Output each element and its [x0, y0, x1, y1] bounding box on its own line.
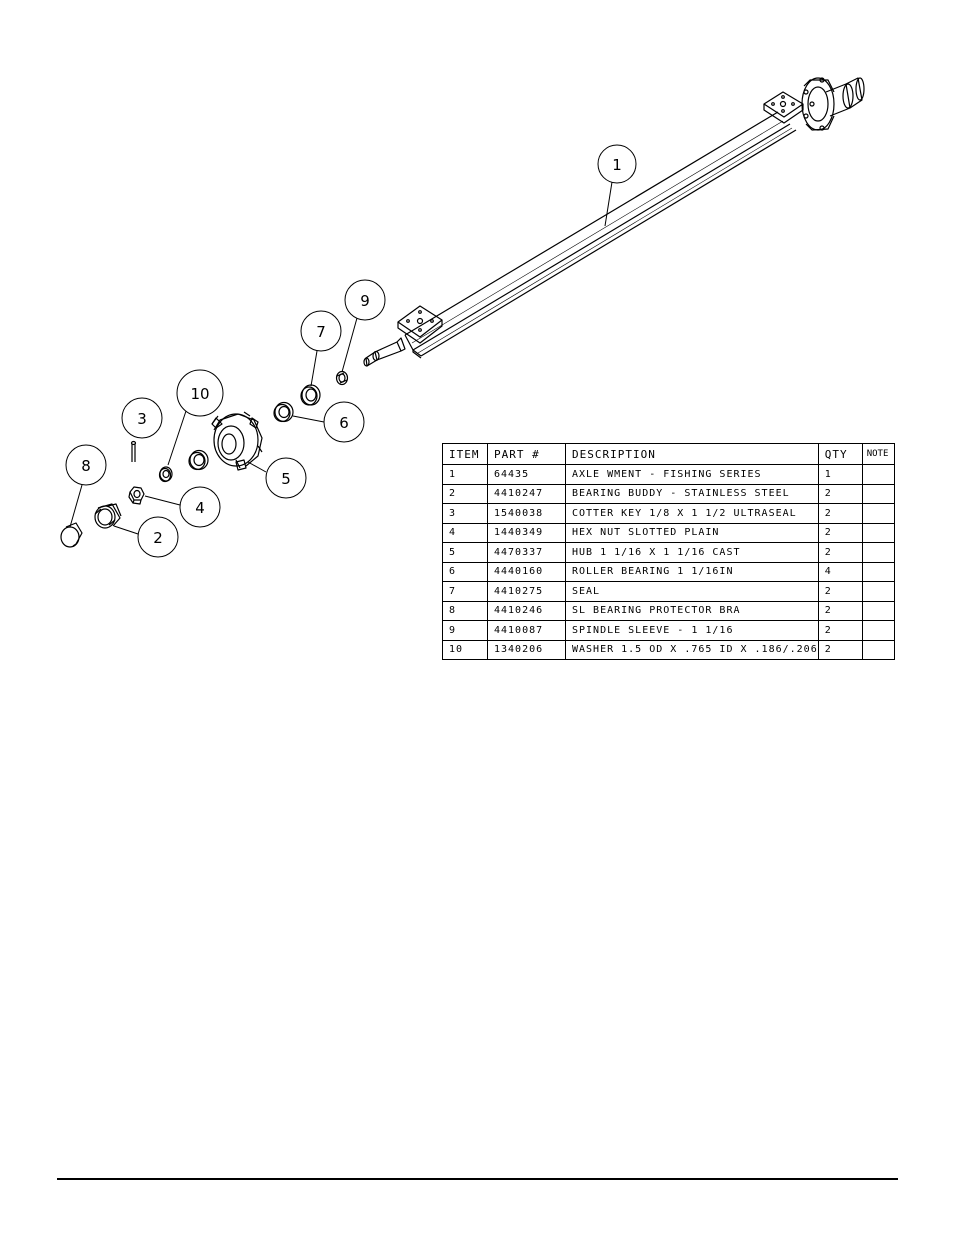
- bom-cell-qty: 2: [818, 504, 862, 524]
- washer-part: [160, 467, 173, 482]
- bom-cell-description: BEARING BUDDY - STAINLESS STEEL: [566, 484, 819, 504]
- bom-header-description: DESCRIPTION: [566, 444, 819, 465]
- balloon-7-label: 7: [316, 323, 326, 341]
- balloon-5: [248, 458, 306, 498]
- hex-nut-part: [129, 487, 144, 504]
- bom-cell-item: 1: [443, 465, 488, 485]
- bom-cell-description: HEX NUT SLOTTED PLAIN: [566, 523, 819, 543]
- bom-cell-description: AXLE WMENT - FISHING SERIES: [566, 465, 819, 485]
- bom-header-qty: QTY: [818, 444, 862, 465]
- left-spindle: [364, 338, 405, 366]
- axle-tube: [405, 112, 796, 358]
- bom-cell-item: 8: [443, 601, 488, 621]
- bom-cell-qty: 2: [818, 621, 862, 641]
- balloon-2-label: 2: [153, 529, 163, 547]
- balloon-5-label: 5: [281, 470, 291, 488]
- bom-cell-qty: 2: [818, 601, 862, 621]
- bom-cell-item: 4: [443, 523, 488, 543]
- bill-of-materials-table: [442, 443, 895, 660]
- bom-cell-description: SEAL: [566, 582, 819, 602]
- bom-cell-item: 3: [443, 504, 488, 524]
- table-row: [443, 504, 895, 524]
- bom-cell-item: 2: [443, 484, 488, 504]
- outer-roller-bearing-part: [189, 451, 208, 470]
- balloon-6-label: 6: [339, 414, 349, 432]
- table-row: [443, 582, 895, 602]
- bom-header-row: [443, 444, 895, 465]
- bom-cell-part: 4470337: [488, 543, 566, 563]
- bom-cell-qty: 2: [818, 582, 862, 602]
- bom-cell-part: 4410087: [488, 621, 566, 641]
- spindle-sleeve-part: [337, 372, 348, 385]
- bom-cell-note: [862, 543, 894, 563]
- bearing-protector-part: [61, 523, 82, 547]
- bom-cell-note: [862, 582, 894, 602]
- bom-cell-qty: 4: [818, 562, 862, 582]
- bom-cell-note: [862, 465, 894, 485]
- bom-cell-note: [862, 640, 894, 660]
- bom-cell-item: 9: [443, 621, 488, 641]
- table-row: [443, 621, 895, 641]
- bom-cell-note: [862, 523, 894, 543]
- bom-cell-description: SPINDLE SLEEVE - 1 1/16: [566, 621, 819, 641]
- balloon-4-label: 4: [195, 499, 205, 517]
- balloon-3-label: 3: [137, 410, 147, 428]
- balloon-10-label: 10: [190, 385, 210, 403]
- bom-cell-description: COTTER KEY 1/8 X 1 1/2 ULTRASEAL: [566, 504, 819, 524]
- bom-cell-qty: 2: [818, 640, 862, 660]
- table-row: [443, 484, 895, 504]
- inner-roller-bearing-part: [274, 403, 293, 422]
- bom-header-note: NOTE: [862, 444, 894, 465]
- balloon-2: [114, 517, 178, 557]
- table-row: [443, 543, 895, 563]
- bom-cell-qty: 2: [818, 523, 862, 543]
- balloon-6: [293, 402, 364, 442]
- bom-cell-qty: 1: [818, 465, 862, 485]
- bom-cell-part: 64435: [488, 465, 566, 485]
- balloon-9-label: 9: [360, 292, 370, 310]
- bom-header-item: ITEM: [443, 444, 488, 465]
- bom-cell-part: 4440160: [488, 562, 566, 582]
- left-spring-seat: [398, 306, 442, 343]
- bom-cell-part: 4410247: [488, 484, 566, 504]
- bom-cell-description: SL BEARING PROTECTOR BRA: [566, 601, 819, 621]
- right-hub-assembly: [802, 78, 864, 130]
- right-spring-seat: [764, 92, 803, 123]
- balloon-8-label: 8: [81, 457, 91, 475]
- bom-cell-note: [862, 504, 894, 524]
- table-row: [443, 601, 895, 621]
- bearing-buddy-part: [95, 504, 121, 528]
- bom-cell-note: [862, 562, 894, 582]
- bom-cell-part: 4410275: [488, 582, 566, 602]
- table-row: [443, 465, 895, 485]
- hub-part: [212, 412, 262, 470]
- bom-cell-part: 1340206: [488, 640, 566, 660]
- table-row: [443, 640, 895, 660]
- bom-cell-note: [862, 484, 894, 504]
- table-row: [443, 523, 895, 543]
- bom-cell-item: 10: [443, 640, 488, 660]
- seal-part: [301, 385, 320, 405]
- bom-cell-qty: 2: [818, 543, 862, 563]
- bom-cell-part: 1540038: [488, 504, 566, 524]
- table-row: [443, 562, 895, 582]
- balloon-4: [145, 487, 220, 527]
- bom-cell-item: 5: [443, 543, 488, 563]
- bom-cell-note: [862, 601, 894, 621]
- bom-cell-item: 6: [443, 562, 488, 582]
- bom-cell-description: WASHER 1.5 OD X .765 ID X .186/.206: [566, 640, 819, 660]
- bom-cell-item: 7: [443, 582, 488, 602]
- bom-cell-part: 4410246: [488, 601, 566, 621]
- bom-cell-note: [862, 621, 894, 641]
- bom-cell-part: 1440349: [488, 523, 566, 543]
- bom-cell-description: HUB 1 1/16 X 1 1/16 CAST: [566, 543, 819, 563]
- bom-cell-qty: 2: [818, 484, 862, 504]
- cotter-key-part: [132, 442, 136, 463]
- footer-divider: [57, 1178, 898, 1180]
- bom-header-part: PART #: [488, 444, 566, 465]
- balloon-1-label: 1: [612, 156, 622, 174]
- bom-cell-description: ROLLER BEARING 1 1/16IN: [566, 562, 819, 582]
